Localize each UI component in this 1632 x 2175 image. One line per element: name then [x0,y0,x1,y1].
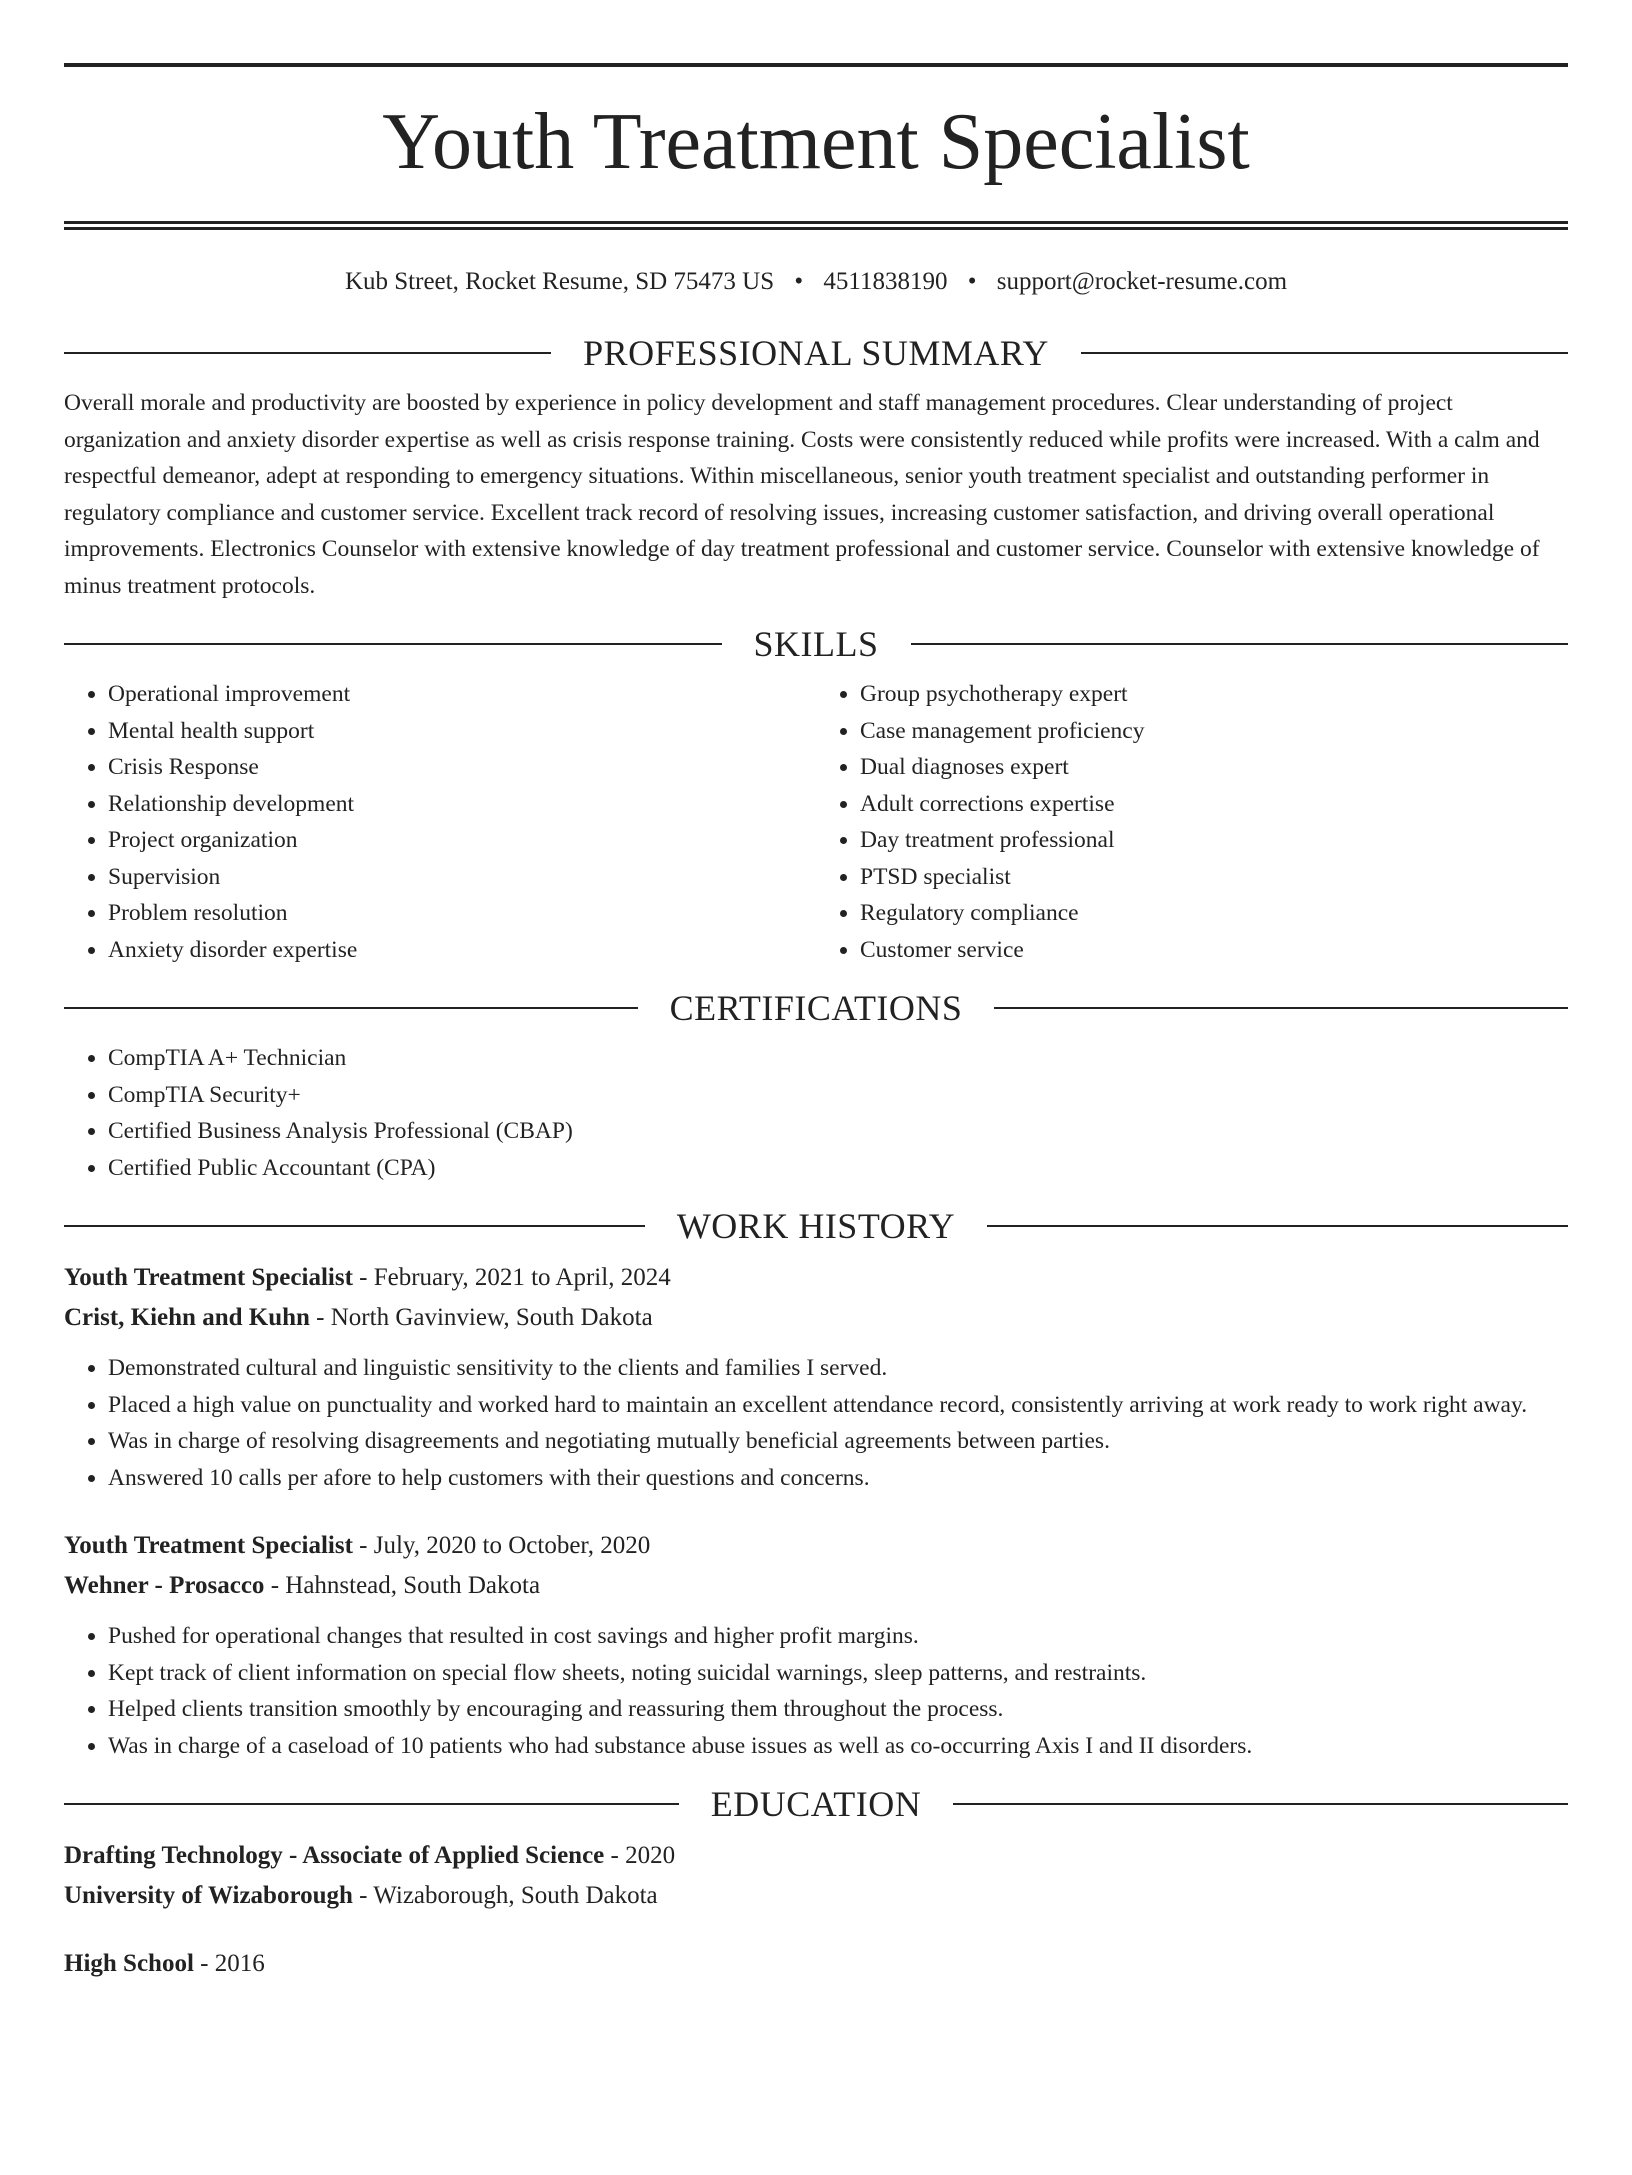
education-degree-line [64,1836,1568,1876]
skills-heading-text: SKILLS [753,624,879,664]
certifications-heading [64,986,1568,1030]
certification-item: • CompTIA Security+ [108,1077,1568,1114]
education-heading-text: EDUCATION [710,1784,922,1824]
skill-item: • Regulatory compliance [860,895,1568,932]
job-company: Wehner - Prosacco [64,1572,265,1599]
job-company-line [64,1298,1568,1338]
contact-email: support@rocket-resume.com [996,268,1288,295]
skill-item: • Project organization [108,822,816,859]
contact-line [64,267,1568,297]
education-heading [64,1782,1568,1826]
skill-item: • Crisis Response [108,749,816,786]
job-bullet: • Was in charge of a caseload of 10 patients who had substance abuse issues as well as co-occurring Axis I and II disorders. [108,1728,1568,1765]
skill-item: • Operational improvement [108,676,816,713]
education-degree: Drafting Technology - Associate of Applied Science [64,1842,605,1869]
certification-item: • CompTIA A+ Technician [108,1040,1568,1077]
summary-text: Overall morale and productivity are boosted by experience in policy development and staff management procedures. Clear understanding of project organization and anxiety disorder expertise as well as crisis response training. Costs were consistently reduced while profits were increased. With a calm and respectful demeanor, adept at responding to emergency situations. Within miscellaneous, senior youth treatment specialist and outstanding performer in regulatory compliance and customer service. Excellent track record of resolving issues, increasing customer satisfaction, and driving overall operational improvements. Electronics Counselor with extensive knowledge of day treatment professional and customer service. Counselor with extensive knowledge of minus treatment protocols. [64,390,1540,599]
job-title: Youth Treatment Specialist [64,1264,353,1291]
resume-title: Youth Treatment Specialist [382,98,1250,186]
job-bullet: • Pushed for operational changes that resulted in cost savings and higher profit margins. [108,1618,1568,1655]
skill-item: • Day treatment professional [860,822,1568,859]
heading-rule-right [987,1225,1568,1227]
education-year: - 2016 [193,1950,265,1977]
skill-item: • Case management proficiency [860,713,1568,750]
job-bullets [64,1618,1568,1764]
job-title-line [64,1258,1568,1298]
education-entry [64,1944,1568,1984]
heading-rule-left [64,1803,679,1805]
job-bullet: • Placed a high value on punctuality and worked hard to maintain an excellent attendance record, consistently arriving at work ready to work right away. [108,1387,1568,1424]
heading-rule-left [64,352,551,354]
job-location: - Hahnstead, South Dakota [264,1572,541,1599]
contact-separator: • [794,268,804,295]
heading-rule-right [994,1007,1568,1009]
job-title: Youth Treatment Specialist [64,1532,353,1559]
job-entry [64,1526,1568,1764]
skill-item: • Group psychotherapy expert [860,676,1568,713]
job-bullet: • Was in charge of resolving disagreements and negotiating mutually beneficial agreements between parties. [108,1423,1568,1460]
skill-item: • Customer service [860,932,1568,969]
contact-separator: • [967,268,977,295]
heading-rule-right [953,1803,1568,1805]
certification-item: • Certified Business Analysis Professional (CBAP) [108,1113,1568,1150]
job-dates: - July, 2020 to October, 2020 [352,1532,651,1559]
education-location: - Wizaborough, South Dakota [352,1882,658,1909]
job-location: - North Gavinview, South Dakota [309,1304,653,1331]
job-bullet: • Kept track of client information on special flow sheets, noting suicidal warnings, sleep patterns, and restraints. [108,1655,1568,1692]
skill-item: • Supervision [108,859,816,896]
work-heading-text: WORK HISTORY [676,1206,956,1246]
skill-item: • Relationship development [108,786,816,823]
job-entry [64,1258,1568,1496]
skills-column-right [816,676,1568,968]
skills-list [64,676,1568,968]
contact-phone: 4511838190 [823,268,948,295]
contact-address: Kub Street, Rocket Resume, SD 75473 US [344,268,775,295]
job-bullet: • Demonstrated cultural and linguistic sensitivity to the clients and families I served. [108,1350,1568,1387]
skill-item: • Mental health support [108,713,816,750]
skill-item: • Problem resolution [108,895,816,932]
job-bullet: • Helped clients transition smoothly by encouraging and reassuring them throughout the process. [108,1691,1568,1728]
heading-rule-right [911,643,1569,645]
header-double-rule [64,221,1568,230]
skills-heading [64,622,1568,666]
heading-rule-left [64,1007,638,1009]
heading-rule-left [64,1225,645,1227]
summary-heading [64,331,1568,375]
skills-column-left [64,676,816,968]
skill-item: • Dual diagnoses expert [860,749,1568,786]
header-top-rule [64,63,1568,67]
job-bullets [64,1350,1568,1496]
job-title-line [64,1526,1568,1566]
certifications-list [64,1040,1568,1186]
job-company-line [64,1566,1568,1606]
heading-rule-right [1081,352,1568,354]
education-entry [64,1836,1568,1916]
job-bullet: • Answered 10 calls per afore to help customers with their questions and concerns. [108,1460,1568,1497]
summary-heading-text: PROFESSIONAL SUMMARY [583,333,1049,373]
skill-item: • Anxiety disorder expertise [108,932,816,969]
work-heading [64,1204,1568,1248]
skill-item: • Adult corrections expertise [860,786,1568,823]
education-school-line [64,1876,1568,1916]
education-degree-line [64,1944,1568,1984]
education-school: University of Wizaborough [64,1882,353,1909]
job-company: Crist, Kiehn and Kuhn [64,1304,310,1331]
education-degree: High School [64,1950,194,1977]
heading-rule-left [64,643,722,645]
skill-item: • PTSD specialist [860,859,1568,896]
education-year: - 2020 [604,1842,676,1869]
job-dates: - February, 2021 to April, 2024 [352,1264,671,1291]
resume-page [0,63,1632,2175]
certifications-heading-text: CERTIFICATIONS [669,988,963,1028]
certification-item: • Certified Public Accountant (CPA) [108,1150,1568,1187]
